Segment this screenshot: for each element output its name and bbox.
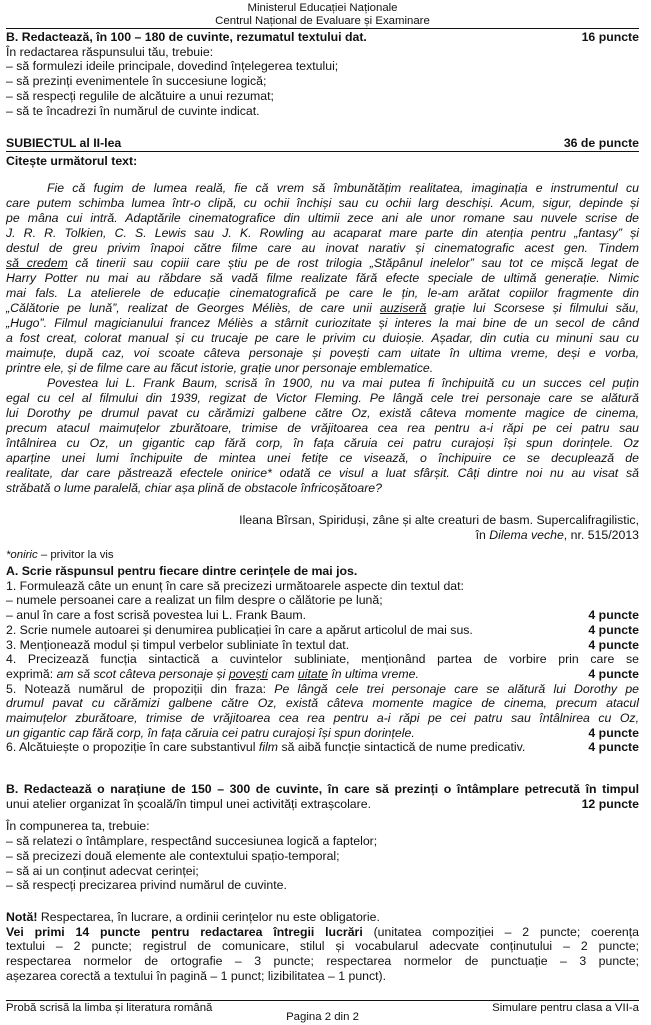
subject-two-title: SUBIECTUL al II-lea <box>6 136 122 150</box>
underlined-word: povești <box>228 666 268 681</box>
summary-task-intro: În redactarea răspunsului tău, trebuie: <box>6 44 214 59</box>
passage-line: Harry Potter nu mai au răbdare să vadă filme realizate fără efecte speciale de ultimă generație. Nimic <box>6 271 639 285</box>
passage-line: mai fals. La atelierele de educație cinematografică pe care le țin, le-am arătat copiilor fragmente din <box>6 286 639 300</box>
narrative-task <box>6 782 639 893</box>
passage-line: maimuțe, după caz, voi scoate câteva personaje și povești cam uitate în ultima vreme, deși e vorba, <box>6 346 639 360</box>
underlined-verb: să credem <box>6 256 68 270</box>
subject-two-points: 36 de puncte <box>563 136 639 150</box>
narrative-task-item: – să precizezi două elemente ale contextului spațio-temporal; <box>6 848 340 863</box>
reading-passage <box>6 181 639 496</box>
note-line: Vei primi 14 puncte pentru redactarea întregii lucrări (unitatea compoziției – 2 puncte; coerența <box>6 924 640 939</box>
question-4: 4. Precizează funcția sintactică a cuvintelor subliniate, menționând partea de vorbire prin care se <box>6 652 639 667</box>
passage-line: destul de greu privim înapoi către filme care au inovat narativ și cinematografic acest gen. Tindem <box>6 241 639 255</box>
ministry-name: Ministerul Educației Naționale <box>247 2 398 14</box>
narrative-task-line: unui atelier organizat în școală/în timpul unei activități extrașcolare. 12 puncte <box>6 796 639 811</box>
source-author-title: Ileana Bîrsan, Spiriduși, zâne și alte creaturi de basm. Supercalifragilistic, <box>239 513 639 527</box>
question-points: 4 puncte <box>588 622 639 637</box>
page-number: Pagina 2 din 2 <box>286 1011 359 1023</box>
question-points: 4 puncte <box>588 608 639 623</box>
narrative-task-item: – să respecți precizarea privind numărul de cuvinte. <box>6 878 287 893</box>
summary-task-item: – să prezinți evenimentele în succesiune logică; <box>6 74 267 89</box>
narrative-task-line: B. Redactează o narațiune de 150 – 300 de cuvinte, în care să prezinți o întâmplare petrecută în timpul <box>6 782 639 796</box>
note-line: respectarea normelor de ortografie – 3 puncte; respectarea normelor de punctuație – 3 puncte; <box>6 954 639 969</box>
underlined-word: uitate <box>297 666 328 681</box>
exam-page <box>6 0 639 1024</box>
summary-task-heading <box>6 30 639 45</box>
passage-line: întâlnirea cu Oz, un gigantic cap fără corp, în fața căruia cei patru curajoși își spun dorințele. Oz <box>6 436 639 450</box>
question-1: 1. Formulează câte un enunț în care să precizezi următoarele aspecte din textul dat: <box>6 578 464 593</box>
narrative-task-intro: În compunerea ta, trebuie: <box>6 819 150 834</box>
passage-line: realitate, dar care păstrează efectele onirice* odată ce visul a luat sfârșit. Câți dintre noi nu au visat să <box>6 466 639 480</box>
question-1-item: – numele persoanei care a realizat un film despre o călătorie pe lună; <box>6 593 383 608</box>
question-points: 4 puncte <box>588 725 639 740</box>
passage-line: străbată o lume paralelă, chiar așa plină de obstacole înfricoșătoare? <box>6 481 382 495</box>
questions-title: A. Scrie răspunsul pentru fiecare dintre cerințele de mai jos. <box>6 564 358 578</box>
passage-line: precum atacul maimuțelor zburătoare, trimise de vrăjitoarea cea rea pentru a-i răpi pe cei patru sau <box>6 421 639 435</box>
subject-two-heading <box>6 136 639 152</box>
passage-line: a fost creat, colorat manual și cu trucaje pe care le privim cu duioșie. Așadar, din cutia cu minuni sau cu <box>6 331 639 345</box>
passage-line: printre ele, și de filme care au făcut istorie, grație unor personaje emblematice. <box>6 361 434 375</box>
summary-task-points: 16 puncte <box>581 30 639 44</box>
footer-exam-name: Probă scrisă la limba și literatura română <box>6 1002 213 1014</box>
center-name: Centrul Național de Evaluare și Examinare <box>215 15 430 27</box>
question-2: 2. Scrie numele autoarei și denumirea publicației în care a apărut articolul de mai sus. 4 puncte <box>6 622 639 637</box>
note-line: textului – 2 puncte; registrul de comunicare, stilul și vocabularul adecvate conținutului – 2 puncte; <box>6 939 639 954</box>
summary-task-item: – să respecți regulile de alcătuire a unui rezumat; <box>6 88 274 103</box>
grading-note <box>6 910 639 984</box>
note-line: Notă! Respectarea, în lucrare, a ordinii cerințelor nu este obligatorie. <box>6 910 380 924</box>
passage-line: Povestea lui L. Frank Baum, scrisă în 1900, nu va mai putea fi închipuită cu un succes cel puțin <box>47 376 639 390</box>
footnote-definition: – privitor la vis <box>37 549 114 561</box>
note-label: Notă! <box>6 910 38 924</box>
source-publication: în Dilema veche, nr. 515/2013 <box>475 528 639 542</box>
summary-task <box>6 30 639 118</box>
passage-line: pe mâna cui intră. Adaptările cinematografice din ultimii zece ani ale unor romane sau nuvele scrise de <box>6 211 639 225</box>
read-instruction: Citește următorul text: <box>6 153 138 168</box>
footnote <box>6 548 639 563</box>
passage-line: „Hugo”. Filmul magicianului francez Méliès a stârnit curiozitate și interes la mai bine de un secol de când <box>6 316 639 330</box>
passage-line: să credem că tinerii sau copiii care știu pe de rost trilogia „Stăpânul inelelor” sau tot ce mișcă legat de <box>6 256 639 270</box>
footnote-term: *oniric <box>6 549 38 561</box>
footer-class: Simulare pentru clasa a VII-a <box>492 1002 639 1014</box>
subject-two <box>6 136 639 168</box>
summary-task-item: – să formulezi ideile principale, dovedind înțelegerea textului; <box>6 59 339 74</box>
passage-source <box>6 513 639 543</box>
questions-section <box>6 564 639 755</box>
passage-line: care putem schimba lumea într-o clipă, cu ochii închiși sau cu ochii larg deschiși. Acum, sigur, depinde și <box>6 196 639 210</box>
question-4-example: exprimă: am să scot câteva personaje și povești cam uitate în ultima vreme. 4 puncte <box>6 666 639 681</box>
question-6: 6. Alcătuiește o propoziție în care substantivul film să aibă funcție sintactică de nume predicativ. 4 puncte <box>6 740 639 755</box>
passage-line: lui Dorothy pe drumul pavat cu cărămizi galbene către Oz, există câteva momente magice de cinema, <box>6 406 639 420</box>
narrative-task-points: 12 puncte <box>581 796 639 811</box>
question-3: 3. Menționează modul și timpul verbelor subliniate în textul dat. 4 puncte <box>6 637 639 652</box>
question-5: 5. Notează numărul de propoziții din fraza: Pe lângă cele trei personaje care se alătură lui Dorothy pe <box>6 681 640 696</box>
question-5-sentence: maimuțelor zburătoare, trimise de vrăjitoarea cea rea pentru a-i răpi pe cei patru sau întâlnirea cu Oz, <box>6 711 639 726</box>
question-5-sentence: un gigantic cap fără corp, în fața căruia cei patru curajoși își spun dorințele. 4 puncte <box>6 725 639 740</box>
passage-line: J. R. R. Tolkien, C. S. Lewis sau J. K. Rowling au acaparat mare parte din atenția pentru „fantasy” și <box>6 226 639 240</box>
question-points: 4 puncte <box>588 666 639 681</box>
question-points: 4 puncte <box>588 740 639 755</box>
summary-task-item: – să te încadrezi în numărul de cuvinte indicat. <box>6 103 260 118</box>
narrative-task-item: – să relatezi o întâmplare, respectând succesiunea logică a faptelor; <box>6 834 378 849</box>
underlined-verb: auziseră <box>379 301 427 315</box>
note-line: așezarea corectă a textului în pagină – 1 punct; lizibilitatea – 1 punct). <box>6 968 387 983</box>
question-1-item: – anul în care a fost scrisă povestea lui L. Frank Baum. 4 puncte <box>6 608 639 623</box>
passage-line: „Călătorie pe lună”, realizat de Georges Méliès, de care unii auziseră grație lui Scorsese și filmului său, <box>6 301 639 315</box>
question-5-sentence: drumul pavat cu cărămizi galbene către Oz, există câteva momente magice de cinema, precum atacul <box>6 696 639 711</box>
question-points: 4 puncte <box>588 637 639 652</box>
header-rule <box>6 28 639 29</box>
passage-line: aparține unei lumi închipuite de mintea unei fetițe ce visează, o închipuire ce se decuplează de <box>6 451 639 465</box>
passage-line: Fie că fugim de lumea reală, fie că vrem să îmbunătățim realitatea, imaginația e instrumentul cu <box>47 181 639 195</box>
summary-task-title: B. Redactează, în 100 – 180 de cuvinte, rezumatul textului dat. <box>6 30 367 44</box>
narrative-task-item: – să ai un conținut adecvat cerinței; <box>6 863 199 878</box>
passage-line: egal cu cel al filmului din 1939, regizat de Victor Fleming. Pe lângă cele trei personaje care se alătură <box>6 391 639 405</box>
